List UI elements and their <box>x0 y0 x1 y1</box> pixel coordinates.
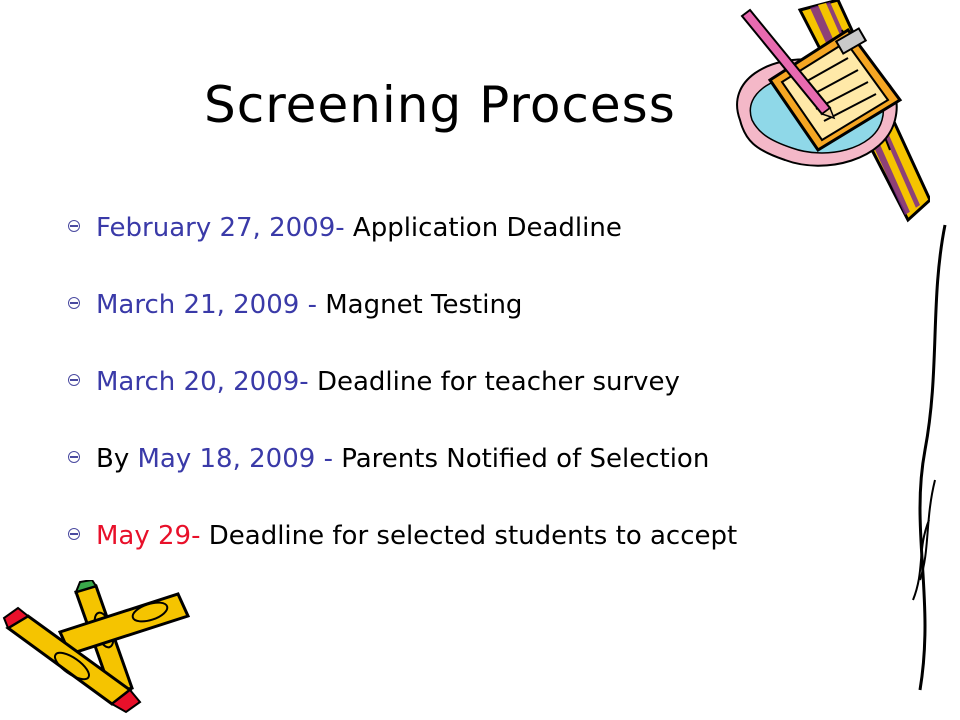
bullet-item <box>64 513 737 590</box>
bullet-list <box>64 205 737 590</box>
bullet-icon <box>68 451 80 463</box>
bullet-icon <box>68 528 80 540</box>
decorative-stroke <box>905 220 960 720</box>
bullet-date: March 21, 2009 - <box>96 290 317 320</box>
slide-title: Screening Process <box>204 76 676 134</box>
bullet-item <box>64 282 737 359</box>
bullet-text: Application Deadline <box>344 213 622 243</box>
bullet-icon <box>68 374 80 386</box>
bullet-item <box>64 359 737 436</box>
bullet-date: February 27, 2009- <box>96 213 345 243</box>
bullet-text: Deadline for teacher survey <box>308 367 680 397</box>
bullet-text: Deadline for selected students to accept <box>200 521 738 551</box>
bullet-text: Magnet Testing <box>316 290 523 320</box>
bullet-text: Parents Notified of Selection <box>332 444 710 474</box>
bullet-item <box>64 436 737 513</box>
bullet-prefix: By <box>96 444 138 474</box>
bullet-date: May 29- <box>96 521 201 551</box>
clipboard-pencil-icon <box>730 0 930 225</box>
bullet-icon <box>68 297 80 309</box>
bullet-icon <box>68 220 80 232</box>
bullet-item <box>64 205 737 282</box>
bullet-date: March 20, 2009- <box>96 367 309 397</box>
crayons-icon <box>0 580 200 720</box>
bullet-date: May 18, 2009 - <box>137 444 333 474</box>
